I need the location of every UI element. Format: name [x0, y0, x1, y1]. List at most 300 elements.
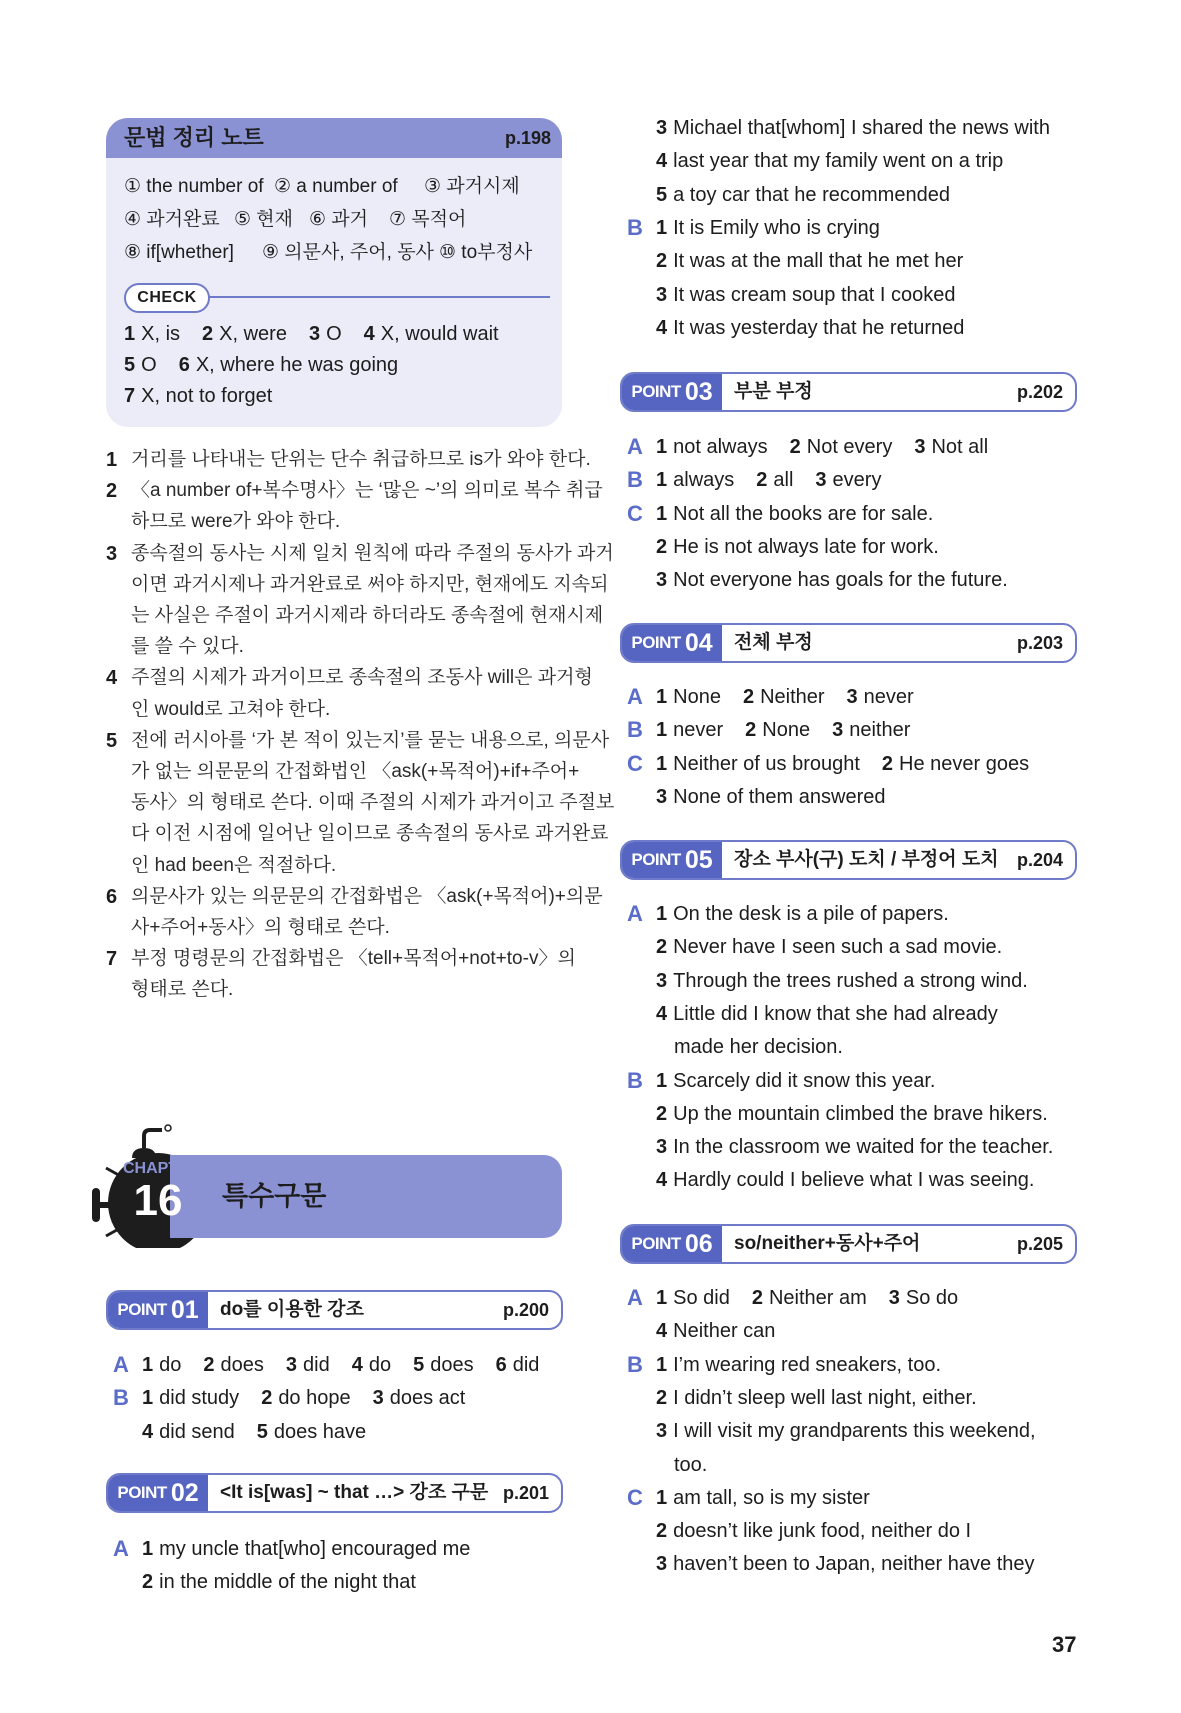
explanation-number: 6	[106, 885, 118, 908]
point-number: 05	[684, 845, 713, 874]
answer-line	[656, 1417, 1058, 1445]
answer-number: 1	[656, 1353, 668, 1376]
answer-text: X, were	[219, 323, 287, 345]
point-word: POINT	[117, 1483, 167, 1502]
answer-number: 3	[656, 283, 668, 306]
answer-number: 1	[656, 1486, 668, 1509]
answer-item	[309, 323, 342, 345]
answer-line	[674, 1033, 865, 1061]
point-title: 장소 부사(구) 도치 / 부정어 도치	[734, 849, 999, 870]
answer-item	[656, 1136, 1053, 1158]
answer-item	[656, 753, 860, 775]
answer-text: made her decision.	[674, 1036, 843, 1059]
answer-number: 5	[413, 1354, 425, 1376]
answer-text: Neither of us brought	[673, 752, 860, 775]
answer-number: 4	[142, 1420, 154, 1443]
answer-text: do	[368, 1354, 392, 1376]
answer-number: 3	[372, 1387, 384, 1410]
note-item: ⑤ 현재	[234, 209, 294, 230]
answer-line	[656, 1133, 1075, 1161]
answer-number: 1	[656, 1069, 668, 1092]
answer-line	[656, 1550, 1057, 1578]
answer-number: 1	[142, 1354, 154, 1376]
answer-number: 3	[285, 1354, 297, 1376]
answer-text: neither	[849, 719, 911, 742]
answer-line	[124, 320, 521, 348]
answer-line	[674, 1451, 729, 1479]
point-number: 03	[684, 377, 713, 406]
answer-text: did	[512, 1354, 540, 1376]
answer-item	[914, 436, 988, 458]
group-letter: C	[627, 1484, 643, 1510]
point-title: do를 이용한 강조	[220, 1299, 364, 1320]
explanation-number: 1	[106, 449, 118, 471]
note-item: ⑧ if[whether]	[124, 242, 234, 263]
answer-item	[656, 1420, 1036, 1442]
answer-text: I’m wearing red sneakers, too.	[673, 1353, 942, 1376]
answer-text: I didn’t sleep well last night, either.	[673, 1386, 977, 1409]
answer-line	[656, 1484, 892, 1512]
answer-line	[656, 1384, 999, 1412]
answer-item	[352, 1354, 391, 1376]
answer-line	[656, 433, 1010, 461]
note-item: ⑩ to부정사	[439, 242, 533, 263]
answer-item	[656, 686, 721, 708]
answer-number: 1	[142, 1538, 154, 1560]
answer-line	[656, 783, 907, 811]
answer-item	[656, 1070, 935, 1092]
point-page: p.202	[1016, 382, 1063, 402]
answer-number: 2	[756, 469, 768, 492]
answer-text: in the middle of the night that	[159, 1571, 416, 1594]
answer-text: None	[673, 686, 721, 708]
answer-number: 2	[656, 1386, 668, 1409]
point-header	[620, 1224, 1077, 1264]
explanation-number: 5	[106, 729, 118, 752]
page-number: 37	[1052, 1632, 1077, 1657]
explanation-text: 다 이전 시점에 일어난 일이므로 종속절의 동사로 과거완료	[131, 823, 609, 845]
answer-item	[124, 354, 157, 376]
point-number: 02	[170, 1478, 199, 1507]
answer-number: 1	[656, 1287, 668, 1309]
answer-item	[745, 719, 810, 741]
answer-text: He never goes	[899, 752, 1030, 775]
point-title: 전체 부정	[734, 632, 813, 653]
answer-text: O	[326, 323, 342, 345]
answer-text: It was cream soup that I cooked	[673, 283, 956, 306]
point-number: 04	[684, 628, 713, 657]
answer-text: X, not to forget	[141, 385, 273, 407]
answer-item	[656, 786, 885, 808]
point-header	[620, 372, 1077, 412]
explanation-text: 부정 명령문의 간접화법은 〈tell+목적어+not+to-v〉의	[131, 948, 576, 970]
answer-line	[656, 466, 903, 494]
answer-text: does	[430, 1354, 474, 1376]
answer-item	[656, 250, 963, 272]
answer-text: am tall, so is my sister	[673, 1486, 870, 1509]
answer-item	[790, 436, 893, 458]
answer-item	[142, 1571, 416, 1593]
answer-line	[124, 382, 294, 410]
answer-item	[142, 1354, 181, 1376]
answer-item	[496, 1354, 540, 1376]
answer-number: 4	[656, 1320, 668, 1343]
answer-number: 3	[656, 785, 668, 808]
answer-line	[656, 750, 1051, 778]
answer-item	[656, 903, 949, 925]
answer-text: Neither can	[673, 1320, 776, 1343]
group-letter: A	[627, 1285, 643, 1310]
answer-item	[832, 719, 910, 741]
answer-text: X, where he was going	[195, 354, 399, 376]
point-page: p.201	[502, 1483, 549, 1503]
answer-text: So did	[673, 1287, 730, 1309]
answer-item	[656, 469, 734, 491]
answer-line	[656, 314, 986, 342]
answer-text: does have	[273, 1420, 367, 1443]
group-letter: A	[113, 1536, 129, 1561]
point-word: POINT	[631, 1234, 681, 1253]
answer-item	[124, 323, 180, 345]
answer-number: 3	[656, 1420, 668, 1443]
point-title: 부분 부정	[734, 381, 813, 402]
answer-number: 1	[656, 502, 668, 525]
answer-text: Not every	[806, 436, 893, 458]
answer-item	[656, 117, 1050, 139]
explanation-text: 사+주어+동사〉의 형태로 쓴다.	[131, 917, 390, 938]
answer-line	[656, 114, 1072, 142]
answer-line	[656, 1100, 1070, 1128]
answer-number: 4	[351, 1354, 363, 1376]
answer-item	[656, 970, 1028, 992]
answer-item	[142, 1387, 239, 1409]
answer-text: Scarcely did it snow this year.	[673, 1069, 936, 1092]
answer-number: 3	[656, 117, 668, 139]
point-word: POINT	[631, 633, 681, 652]
answer-line	[656, 181, 972, 209]
answer-number: 1	[656, 436, 668, 458]
explanation-number: 7	[106, 948, 118, 971]
answer-text: I will visit my grandparents this weekend,	[673, 1420, 1036, 1443]
answer-text: do hope	[278, 1387, 351, 1410]
answer-item	[257, 1421, 366, 1443]
answer-number: 4	[363, 323, 375, 345]
answer-text: X, is	[141, 323, 181, 345]
answer-line	[656, 214, 902, 242]
answer-number: 2	[656, 1520, 668, 1543]
answer-number: 6	[178, 354, 190, 376]
answer-text: do	[159, 1354, 182, 1376]
explanation-text: 는 사실은 주절이 과거시제라 하더라도 종속절에 현재시제	[131, 605, 604, 626]
answer-line	[142, 1535, 492, 1563]
answer-number: 6	[495, 1354, 507, 1376]
answer-item	[656, 1287, 730, 1309]
explanation-text: 형태로 쓴다.	[131, 979, 234, 1001]
answer-text: every	[832, 469, 882, 492]
answer-line	[142, 1568, 438, 1596]
answer-text: Little did I know that she had already	[673, 1002, 998, 1025]
explanation-number: 2	[106, 480, 118, 503]
grammar-note-box	[106, 118, 562, 427]
answer-number: 2	[202, 323, 214, 345]
explanation-text: 의문사가 있는 의문문의 간접화법은 〈ask(+목적어)+의문	[131, 885, 603, 907]
explanation-text: 하므로 were가 와야 한다.	[131, 511, 341, 533]
note-item: ⑥ 과거	[309, 209, 369, 230]
answer-number: 1	[656, 217, 668, 239]
group-letter: B	[113, 1385, 129, 1411]
answer-item	[656, 184, 950, 206]
note-item: ① the number of	[124, 176, 264, 197]
answer-line	[656, 147, 1025, 175]
answer-text: He is not always late for work.	[673, 535, 939, 558]
answer-item	[889, 1287, 958, 1309]
point-badge	[108, 1475, 208, 1511]
group-letter: A	[627, 901, 643, 926]
point-word: POINT	[117, 1300, 167, 1319]
note-item: ⑨ 의문사, 주어, 동사	[262, 242, 434, 263]
answer-item	[656, 719, 723, 741]
answer-number: 1	[656, 752, 668, 775]
group-letter: C	[627, 750, 643, 776]
answer-item	[656, 569, 1008, 591]
answer-number: 1	[656, 719, 668, 742]
answer-text: does	[220, 1354, 264, 1376]
answer-item	[656, 284, 956, 306]
answer-item	[656, 436, 768, 458]
answer-item	[656, 536, 939, 558]
answer-line	[656, 533, 961, 561]
answer-item	[203, 1354, 264, 1376]
answer-item	[202, 323, 287, 345]
point-badge	[622, 1226, 722, 1262]
answer-text: On the desk is a pile of papers.	[673, 903, 949, 925]
explanation-text: 거리를 나타내는 단위는 단수 취급하므로 is가 와야 한다.	[131, 449, 591, 470]
answer-text: Not all the books are for sale.	[673, 502, 934, 525]
answer-number: 2	[751, 1287, 763, 1309]
grammar-note-page: p.198	[504, 128, 551, 148]
answer-number: 3	[815, 469, 827, 492]
point-page: p.204	[1016, 850, 1063, 870]
answer-text: It was at the mall that he met her	[673, 250, 964, 273]
answer-text: did send	[159, 1420, 235, 1443]
answer-number: 2	[789, 436, 801, 458]
explanation-text: 〈a number of+복수명사〉는 ‘많은 ~’의 의미로 복수 취급	[131, 480, 603, 502]
answer-line	[656, 900, 971, 928]
point-header	[106, 1473, 563, 1513]
answer-number: 7	[124, 385, 136, 407]
point-title: <It is[was] ~ that …> 강조 구문	[220, 1482, 489, 1503]
answer-text: too.	[674, 1453, 708, 1476]
answer-item	[373, 1387, 466, 1409]
answer-number: 5	[656, 183, 668, 206]
explanation-text: 인 had been은 적절하다.	[131, 854, 337, 876]
answer-item	[815, 469, 881, 491]
answer-item	[847, 686, 914, 708]
answer-number: 2	[742, 686, 755, 708]
answer-text: Neither	[760, 686, 825, 708]
answer-text: Through the trees rushed a strong wind.	[673, 969, 1028, 992]
answer-number: 3	[832, 719, 844, 742]
point-badge	[622, 625, 722, 661]
note-item: ③ 과거시제	[424, 176, 520, 197]
answer-text: last year that my family went on a trip	[673, 150, 1004, 173]
answer-item	[656, 936, 1002, 958]
answer-item	[142, 1421, 235, 1443]
answer-text: None of them answered	[673, 785, 886, 808]
answer-item	[882, 753, 1029, 775]
answer-item	[179, 354, 398, 376]
check-label: CHECK	[124, 283, 210, 313]
answer-number: 4	[656, 316, 668, 339]
grammar-note-title: 문법 정리 노트	[124, 125, 264, 150]
answer-line	[142, 1384, 487, 1412]
point-number: 06	[684, 1229, 713, 1258]
answer-text: Michael that[whom] I shared the news with	[673, 117, 1050, 139]
answer-number: 2	[881, 752, 894, 775]
answer-text: O	[141, 354, 157, 376]
answer-number: 2	[656, 936, 668, 959]
answer-item	[142, 1538, 470, 1560]
answer-item	[413, 1354, 474, 1376]
answer-item	[656, 1003, 998, 1025]
answer-item	[743, 686, 825, 708]
answer-text: So do	[905, 1287, 959, 1309]
answer-number: 3	[888, 1287, 900, 1309]
answer-text: all	[773, 469, 794, 492]
answer-line	[656, 716, 932, 744]
answer-number: 1	[656, 903, 668, 925]
answer-number: 2	[656, 535, 668, 558]
explanation-text: 동사〉의 형태로 쓴다. 이때 주절의 시제가 과거이고 주절보	[131, 792, 615, 814]
answer-item	[124, 385, 272, 407]
answer-number: 2	[656, 1102, 668, 1125]
answer-number: 3	[846, 686, 858, 708]
answer-number: 4	[656, 1169, 668, 1192]
group-letter: B	[627, 467, 643, 493]
group-letter: B	[627, 1067, 643, 1093]
point-badge	[622, 842, 722, 878]
answer-line	[656, 1284, 980, 1312]
answer-line	[656, 500, 955, 528]
answer-line	[656, 933, 1024, 961]
answer-line	[656, 967, 1050, 995]
answer-number: 2	[656, 250, 668, 273]
note-item: ⑦ 목적어	[389, 209, 467, 230]
point-word: POINT	[631, 382, 681, 401]
check-divider	[200, 296, 550, 298]
explanation-text: 주절의 시제가 과거이므로 종속절의 조동사 will은 과거형	[131, 667, 593, 689]
chapter-number: 16	[133, 1176, 183, 1225]
explanation-text: 를 쓸 수 있다.	[131, 636, 244, 658]
answer-number: 1	[656, 686, 668, 708]
answer-number: 3	[656, 1136, 668, 1159]
group-letter: C	[627, 500, 643, 526]
explanation-text: 종속절의 동사는 시제 일치 원칙에 따라 주절의 동사가 과거	[131, 542, 614, 564]
answer-text: X, would wait	[380, 323, 499, 345]
answer-line	[656, 1067, 957, 1095]
point-word: POINT	[631, 850, 681, 869]
answer-item	[674, 1454, 707, 1476]
answer-line	[656, 566, 1030, 594]
answer-text: Never have I seen such a sad movie.	[673, 936, 1003, 959]
answer-number: 4	[656, 1002, 668, 1025]
group-letter: A	[113, 1352, 129, 1377]
explanation-text: 이면 과거시제나 과거완료로 써야 하지만, 현재에도 지속되	[131, 573, 609, 595]
point-header	[620, 840, 1077, 880]
answer-item	[752, 1287, 867, 1309]
answer-text: It was yesterday that he returned	[673, 316, 965, 339]
answer-text: Not all	[931, 436, 989, 458]
answer-text: Neither am	[768, 1287, 867, 1309]
answer-text: It is Emily who is crying	[673, 217, 880, 239]
answer-item	[656, 217, 880, 239]
answer-text: Hardly could I believe what I was seeing.	[673, 1169, 1035, 1192]
answer-line	[656, 1351, 963, 1379]
answer-number: 5	[256, 1420, 268, 1443]
answer-text: doesn’t like junk food, neither do I	[673, 1520, 972, 1543]
explanation-number: 4	[106, 667, 118, 690]
answer-text: Not everyone has goals for the future.	[673, 569, 1008, 592]
answer-line	[656, 683, 936, 711]
point-badge	[108, 1292, 208, 1328]
point-badge	[622, 374, 722, 410]
answer-text: my uncle that[who] encouraged me	[159, 1538, 471, 1560]
answer-line	[656, 1166, 1056, 1194]
answer-line	[656, 281, 978, 309]
answer-text: did	[303, 1354, 330, 1376]
answer-number: 2	[261, 1387, 273, 1410]
answer-text: did study	[159, 1387, 240, 1410]
answer-text: Up the mountain climbed the brave hikers.	[673, 1102, 1048, 1125]
answer-item	[656, 150, 1003, 172]
answer-text: never	[863, 686, 914, 708]
answer-item	[656, 1169, 1034, 1191]
explanation-text: 전에 러시아를 ‘가 본 적이 있는지’를 묻는 내용으로, 의문사	[131, 729, 610, 751]
group-letter: B	[627, 717, 643, 743]
answer-text: haven’t been to Japan, neither have they	[673, 1553, 1035, 1576]
explanation-number: 3	[106, 542, 118, 565]
answer-item	[286, 1354, 330, 1376]
answer-item	[656, 1354, 941, 1376]
answer-line	[656, 1000, 1020, 1028]
answer-number: 1	[142, 1387, 154, 1410]
point-page: p.200	[502, 1300, 549, 1320]
answer-number: 3	[914, 436, 926, 458]
answer-number: 1	[656, 469, 668, 492]
answer-item	[656, 1487, 870, 1509]
answer-item	[656, 317, 964, 339]
answer-item	[674, 1036, 843, 1058]
group-letter: B	[627, 1351, 643, 1377]
explanation-text: 인 would로 고쳐야 한다.	[131, 698, 331, 720]
group-letter: B	[627, 215, 643, 240]
answer-text: a toy car that he recommended	[673, 183, 950, 206]
point-number: 01	[170, 1295, 199, 1324]
point-title: so/neither+동사+주어	[734, 1233, 921, 1254]
answer-line	[142, 1418, 388, 1446]
explanation-text: 가 없는 의문문의 간접화법인 〈ask(+목적어)+if+주어+	[131, 761, 580, 782]
chapter-label: CHAPTER	[123, 1160, 201, 1177]
answer-item	[364, 323, 499, 345]
answer-item	[756, 469, 793, 491]
note-item: ② a number of	[274, 176, 398, 197]
answer-number: 2	[142, 1571, 154, 1594]
answer-text: never	[673, 719, 724, 742]
point-header	[106, 1290, 563, 1330]
answer-number: 3	[656, 969, 668, 992]
answer-item	[656, 1103, 1048, 1125]
answer-text: In the classroom we waited for the teacher.	[673, 1136, 1054, 1159]
